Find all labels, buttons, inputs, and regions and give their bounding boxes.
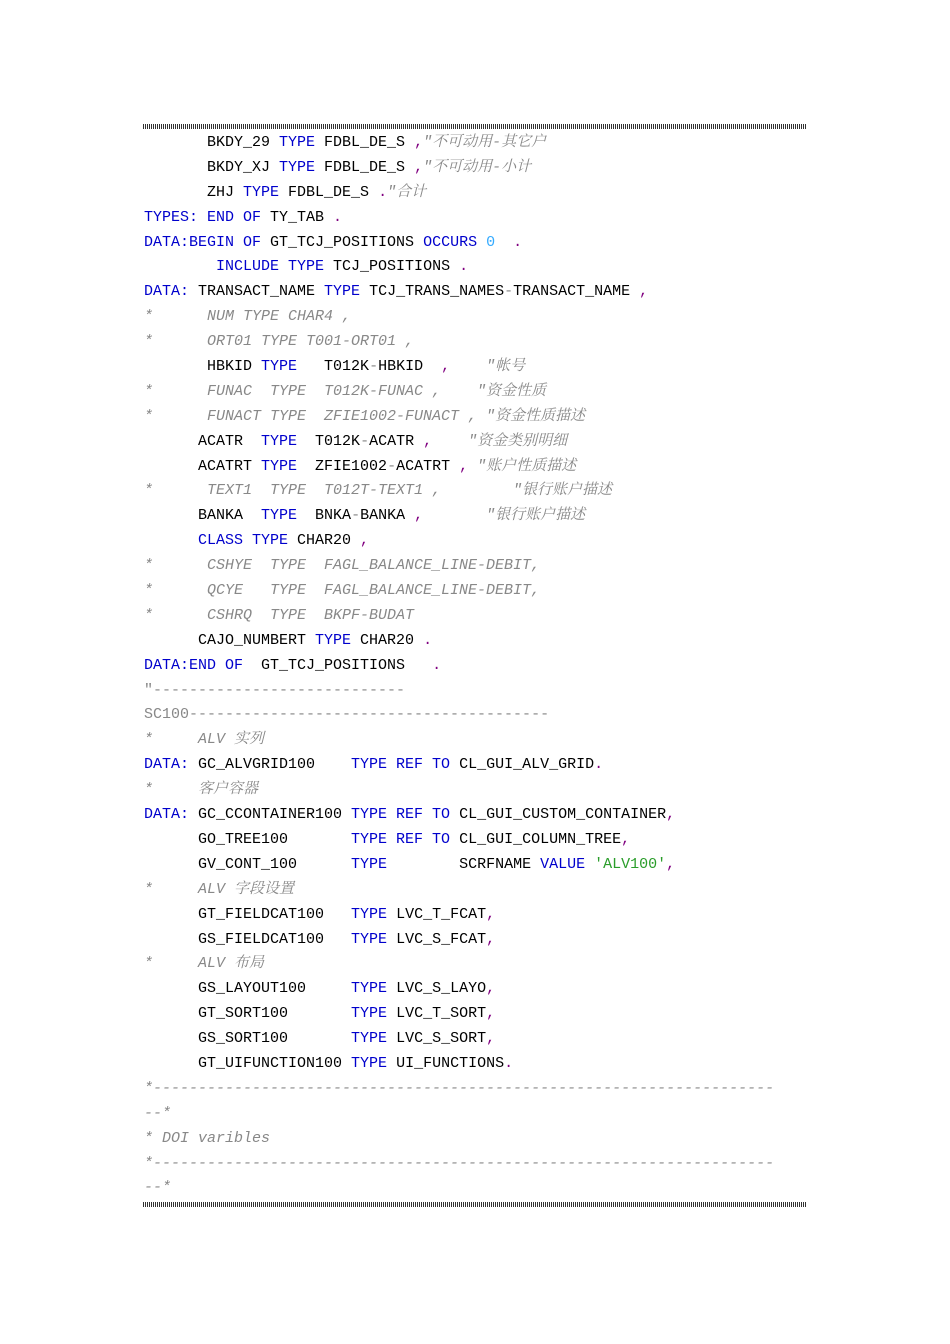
code-token: GT_FIELDCAT100 xyxy=(144,905,352,923)
code-token xyxy=(477,234,486,251)
code-token: GO_TREE100 xyxy=(144,830,352,848)
code-token xyxy=(144,258,216,275)
code-token xyxy=(450,358,486,375)
code-token: , xyxy=(486,1030,496,1048)
code-token: HBKID xyxy=(378,358,442,376)
code-line xyxy=(144,1127,810,1152)
code-line xyxy=(144,280,810,305)
code-token: BANKA xyxy=(360,507,415,525)
code-token: TCJ_POSITIONS xyxy=(324,258,460,276)
code-token: CLASS TYPE xyxy=(198,532,289,550)
code-token: , xyxy=(486,930,496,948)
code-token: . xyxy=(333,208,343,226)
code-token: LVC_S_SORT xyxy=(387,1030,487,1048)
code-token: TYPE xyxy=(261,457,298,475)
code-line xyxy=(144,131,810,156)
code-line xyxy=(144,430,810,455)
code-token: GT_UIFUNCTION100 xyxy=(144,1054,352,1072)
code-token: , xyxy=(441,358,451,376)
code-token: UI_FUNCTIONS xyxy=(387,1054,505,1072)
code-token: GT_TCJ_POSITIONS xyxy=(261,233,424,251)
code-line xyxy=(144,1052,810,1077)
code-token: BANKA xyxy=(144,507,262,525)
code-token xyxy=(432,433,468,450)
code-token: TYPE REF TO xyxy=(351,830,451,848)
code-token: TRANSACT_NAME xyxy=(189,283,325,301)
code-token: GS_FIELDCAT100 xyxy=(144,930,352,948)
code-token: 0 xyxy=(486,233,496,251)
code-token: HBKID xyxy=(144,358,262,376)
code-token: VALUE xyxy=(540,855,586,873)
code-token: "---------------------------- xyxy=(144,681,406,699)
code-line xyxy=(144,479,810,504)
code-token: * ORT01 TYPE T001-ORT01 , xyxy=(144,333,415,351)
code-token: CL_GUI_ALV_GRID xyxy=(450,756,595,774)
code-token: TCJ_TRANS_NAMES xyxy=(360,283,505,301)
code-token: DATA:END OF xyxy=(144,656,244,674)
code-line xyxy=(144,231,810,256)
code-token: * QCYE TYPE FAGL_BALANCE_LINE-DEBIT, xyxy=(144,582,541,600)
code-token: * ALV 字段设置 xyxy=(144,880,295,898)
code-token: , xyxy=(486,980,496,998)
code-token: GT_SORT100 xyxy=(144,1005,352,1023)
code-line xyxy=(144,554,810,579)
code-token: TYPE xyxy=(279,158,316,176)
code-token: FDBL_DE_S xyxy=(315,158,415,176)
code-line xyxy=(144,1077,810,1102)
code-token: . xyxy=(432,656,442,674)
code-token: ACATR xyxy=(144,432,262,450)
code-line xyxy=(144,529,810,554)
code-token: SCRFNAME xyxy=(387,855,541,873)
code-token: * ALV 布局 xyxy=(144,955,265,973)
code-line xyxy=(144,703,810,728)
code-line xyxy=(144,255,810,280)
code-token: ACATR xyxy=(369,432,424,450)
code-token: * 客户容器 xyxy=(144,781,259,799)
code-token: TYPE xyxy=(351,1005,388,1023)
code-line xyxy=(144,654,810,679)
code-token: BNKA xyxy=(297,507,352,525)
code-token: * FUNACT TYPE ZFIE1002-FUNACT , "资金性质描述 xyxy=(144,407,586,425)
code-line xyxy=(144,455,810,480)
code-line xyxy=(144,778,810,803)
code-token: , xyxy=(666,806,676,824)
code-line xyxy=(144,405,810,430)
code-token: ZFIE1002 xyxy=(297,457,388,475)
code-token: INCLUDE TYPE xyxy=(216,258,325,276)
code-token: - xyxy=(369,358,379,376)
code-line xyxy=(144,1027,810,1052)
code-token xyxy=(585,856,594,873)
code-token: CL_GUI_COLUMN_TREE xyxy=(450,830,622,848)
code-token: - xyxy=(504,283,514,301)
code-token: BKDY_29 xyxy=(144,134,280,151)
code-line xyxy=(144,878,810,903)
code-token: TRANSACT_NAME xyxy=(513,283,640,301)
top-rule xyxy=(143,124,806,129)
code-token: CHAR20 xyxy=(288,532,361,550)
code-token: - xyxy=(360,432,370,450)
code-token: , xyxy=(486,905,496,923)
code-token: . xyxy=(378,183,388,201)
code-token: DATA:BEGIN OF xyxy=(144,233,262,251)
code-token: OCCURS xyxy=(423,233,478,251)
code-token: FDBL_DE_S xyxy=(315,134,415,151)
code-token: , xyxy=(666,855,676,873)
code-token: ACATRT xyxy=(144,457,262,475)
code-token xyxy=(468,458,477,475)
code-line xyxy=(144,380,810,405)
code-token: "不可动用-小计 xyxy=(423,158,532,176)
code-token: LVC_T_FCAT xyxy=(387,905,487,923)
code-token: TYPE xyxy=(261,432,298,450)
code-token: TYPE xyxy=(351,1030,388,1048)
code-token: *--------------------------------------------------------------------- xyxy=(144,1154,775,1172)
code-token: FDBL_DE_S xyxy=(279,183,379,201)
code-token: GS_LAYOUT100 xyxy=(144,980,352,998)
code-line xyxy=(144,853,810,878)
code-line xyxy=(144,1176,810,1201)
code-token: GC_ALVGRID100 xyxy=(189,756,352,774)
code-token: TY_TAB xyxy=(261,208,334,226)
code-token xyxy=(423,507,486,524)
code-token: * CSHRQ TYPE BKPF-BUDAT xyxy=(144,606,415,624)
code-token: CAJO_NUMBERT xyxy=(144,631,316,649)
code-token: TYPE xyxy=(243,183,280,201)
code-token: * CSHYE TYPE FAGL_BALANCE_LINE-DEBIT, xyxy=(144,557,541,575)
code-token: - xyxy=(351,507,361,525)
code-token: , xyxy=(414,134,424,151)
code-token: , xyxy=(639,283,649,301)
code-line xyxy=(144,1102,810,1127)
code-token: , xyxy=(459,457,469,475)
code-token: "银行账户描述 xyxy=(486,507,586,525)
code-token: - xyxy=(387,457,397,475)
code-token: DATA: xyxy=(144,283,190,301)
code-line xyxy=(144,1152,810,1177)
code-token: SC100---------------------------------------- xyxy=(144,706,550,724)
code-token: , xyxy=(414,507,424,525)
code-token: TYPE REF TO xyxy=(351,756,451,774)
code-token xyxy=(144,532,198,549)
code-token: ZHJ xyxy=(144,183,244,201)
code-token: . xyxy=(459,258,469,276)
code-token: TYPE xyxy=(279,134,316,151)
code-token: GV_CONT_100 xyxy=(144,855,352,873)
code-token: T012K xyxy=(297,432,361,450)
code-token: 'ALV100' xyxy=(594,855,667,873)
code-line xyxy=(144,803,810,828)
code-token: TYPE xyxy=(324,283,361,301)
code-token: TYPE xyxy=(351,980,388,998)
code-token: *--------------------------------------------------------------------- xyxy=(144,1079,775,1097)
code-token: * DOI varibles xyxy=(144,1129,271,1147)
code-line xyxy=(144,679,810,704)
code-token: BKDY_XJ xyxy=(144,158,280,176)
code-token: ACATRT xyxy=(396,457,460,475)
code-line xyxy=(144,753,810,778)
code-token: TYPE xyxy=(261,358,298,376)
code-line xyxy=(144,903,810,928)
code-line xyxy=(144,206,810,231)
code-token: "帐号 xyxy=(486,358,526,376)
code-token: TYPES: END OF xyxy=(144,208,262,226)
code-token: , xyxy=(621,830,631,848)
code-listing xyxy=(144,131,810,1201)
code-token: . xyxy=(513,233,523,251)
code-line xyxy=(144,604,810,629)
code-token: , xyxy=(423,432,433,450)
code-line xyxy=(144,181,810,206)
code-line xyxy=(144,355,810,380)
code-line xyxy=(144,305,810,330)
code-token: --* xyxy=(144,1104,172,1122)
code-line xyxy=(144,330,810,355)
code-token: LVC_S_FCAT xyxy=(387,930,487,948)
code-token: "账户性质描述 xyxy=(477,457,577,475)
code-line xyxy=(144,1002,810,1027)
code-token: DATA: xyxy=(144,756,190,774)
code-token: * FUNAC TYPE T012K-FUNAC , "资金性质 xyxy=(144,382,547,400)
code-line xyxy=(144,629,810,654)
code-token: * NUM TYPE CHAR4 , xyxy=(144,308,352,326)
code-token: , xyxy=(414,158,424,176)
code-token: GT_TCJ_POSITIONS xyxy=(243,656,433,674)
code-token: CL_GUI_CUSTOM_CONTAINER xyxy=(450,806,667,824)
code-token: TYPE xyxy=(315,631,352,649)
code-line xyxy=(144,156,810,181)
code-token: GS_SORT100 xyxy=(144,1030,352,1048)
code-token: --* xyxy=(144,1179,172,1197)
code-token: LVC_S_LAYO xyxy=(387,980,487,998)
code-line xyxy=(144,928,810,953)
code-token: , xyxy=(360,532,370,550)
code-token: TYPE xyxy=(261,507,298,525)
code-token: TYPE xyxy=(351,1054,388,1072)
code-line xyxy=(144,952,810,977)
code-line xyxy=(144,579,810,604)
code-token: "不可动用-其它户 xyxy=(423,134,547,151)
code-token: DATA: xyxy=(144,806,190,824)
code-token: TYPE xyxy=(351,905,388,923)
code-token: . xyxy=(504,1054,514,1072)
code-token: TYPE xyxy=(351,855,388,873)
code-token xyxy=(495,234,513,251)
code-line xyxy=(144,828,810,853)
code-token: TYPE xyxy=(351,930,388,948)
code-token: . xyxy=(594,756,604,774)
code-token: LVC_T_SORT xyxy=(387,1005,487,1023)
code-token: . xyxy=(423,631,433,649)
code-token: "资金类别明细 xyxy=(468,432,568,450)
code-token: TYPE REF TO xyxy=(351,806,451,824)
code-line xyxy=(144,504,810,529)
bottom-rule xyxy=(143,1202,806,1207)
code-line xyxy=(144,728,810,753)
code-token: "合计 xyxy=(387,183,427,201)
code-token: CHAR20 xyxy=(351,631,424,649)
code-token: GC_CCONTAINER100 xyxy=(189,806,352,824)
code-token: * TEXT1 TYPE T012T-TEXT1 , "银行账户描述 xyxy=(144,482,613,500)
code-token: * ALV 实列 xyxy=(144,731,265,749)
code-line xyxy=(144,977,810,1002)
code-token: , xyxy=(486,1005,496,1023)
code-token: T012K xyxy=(297,358,370,376)
